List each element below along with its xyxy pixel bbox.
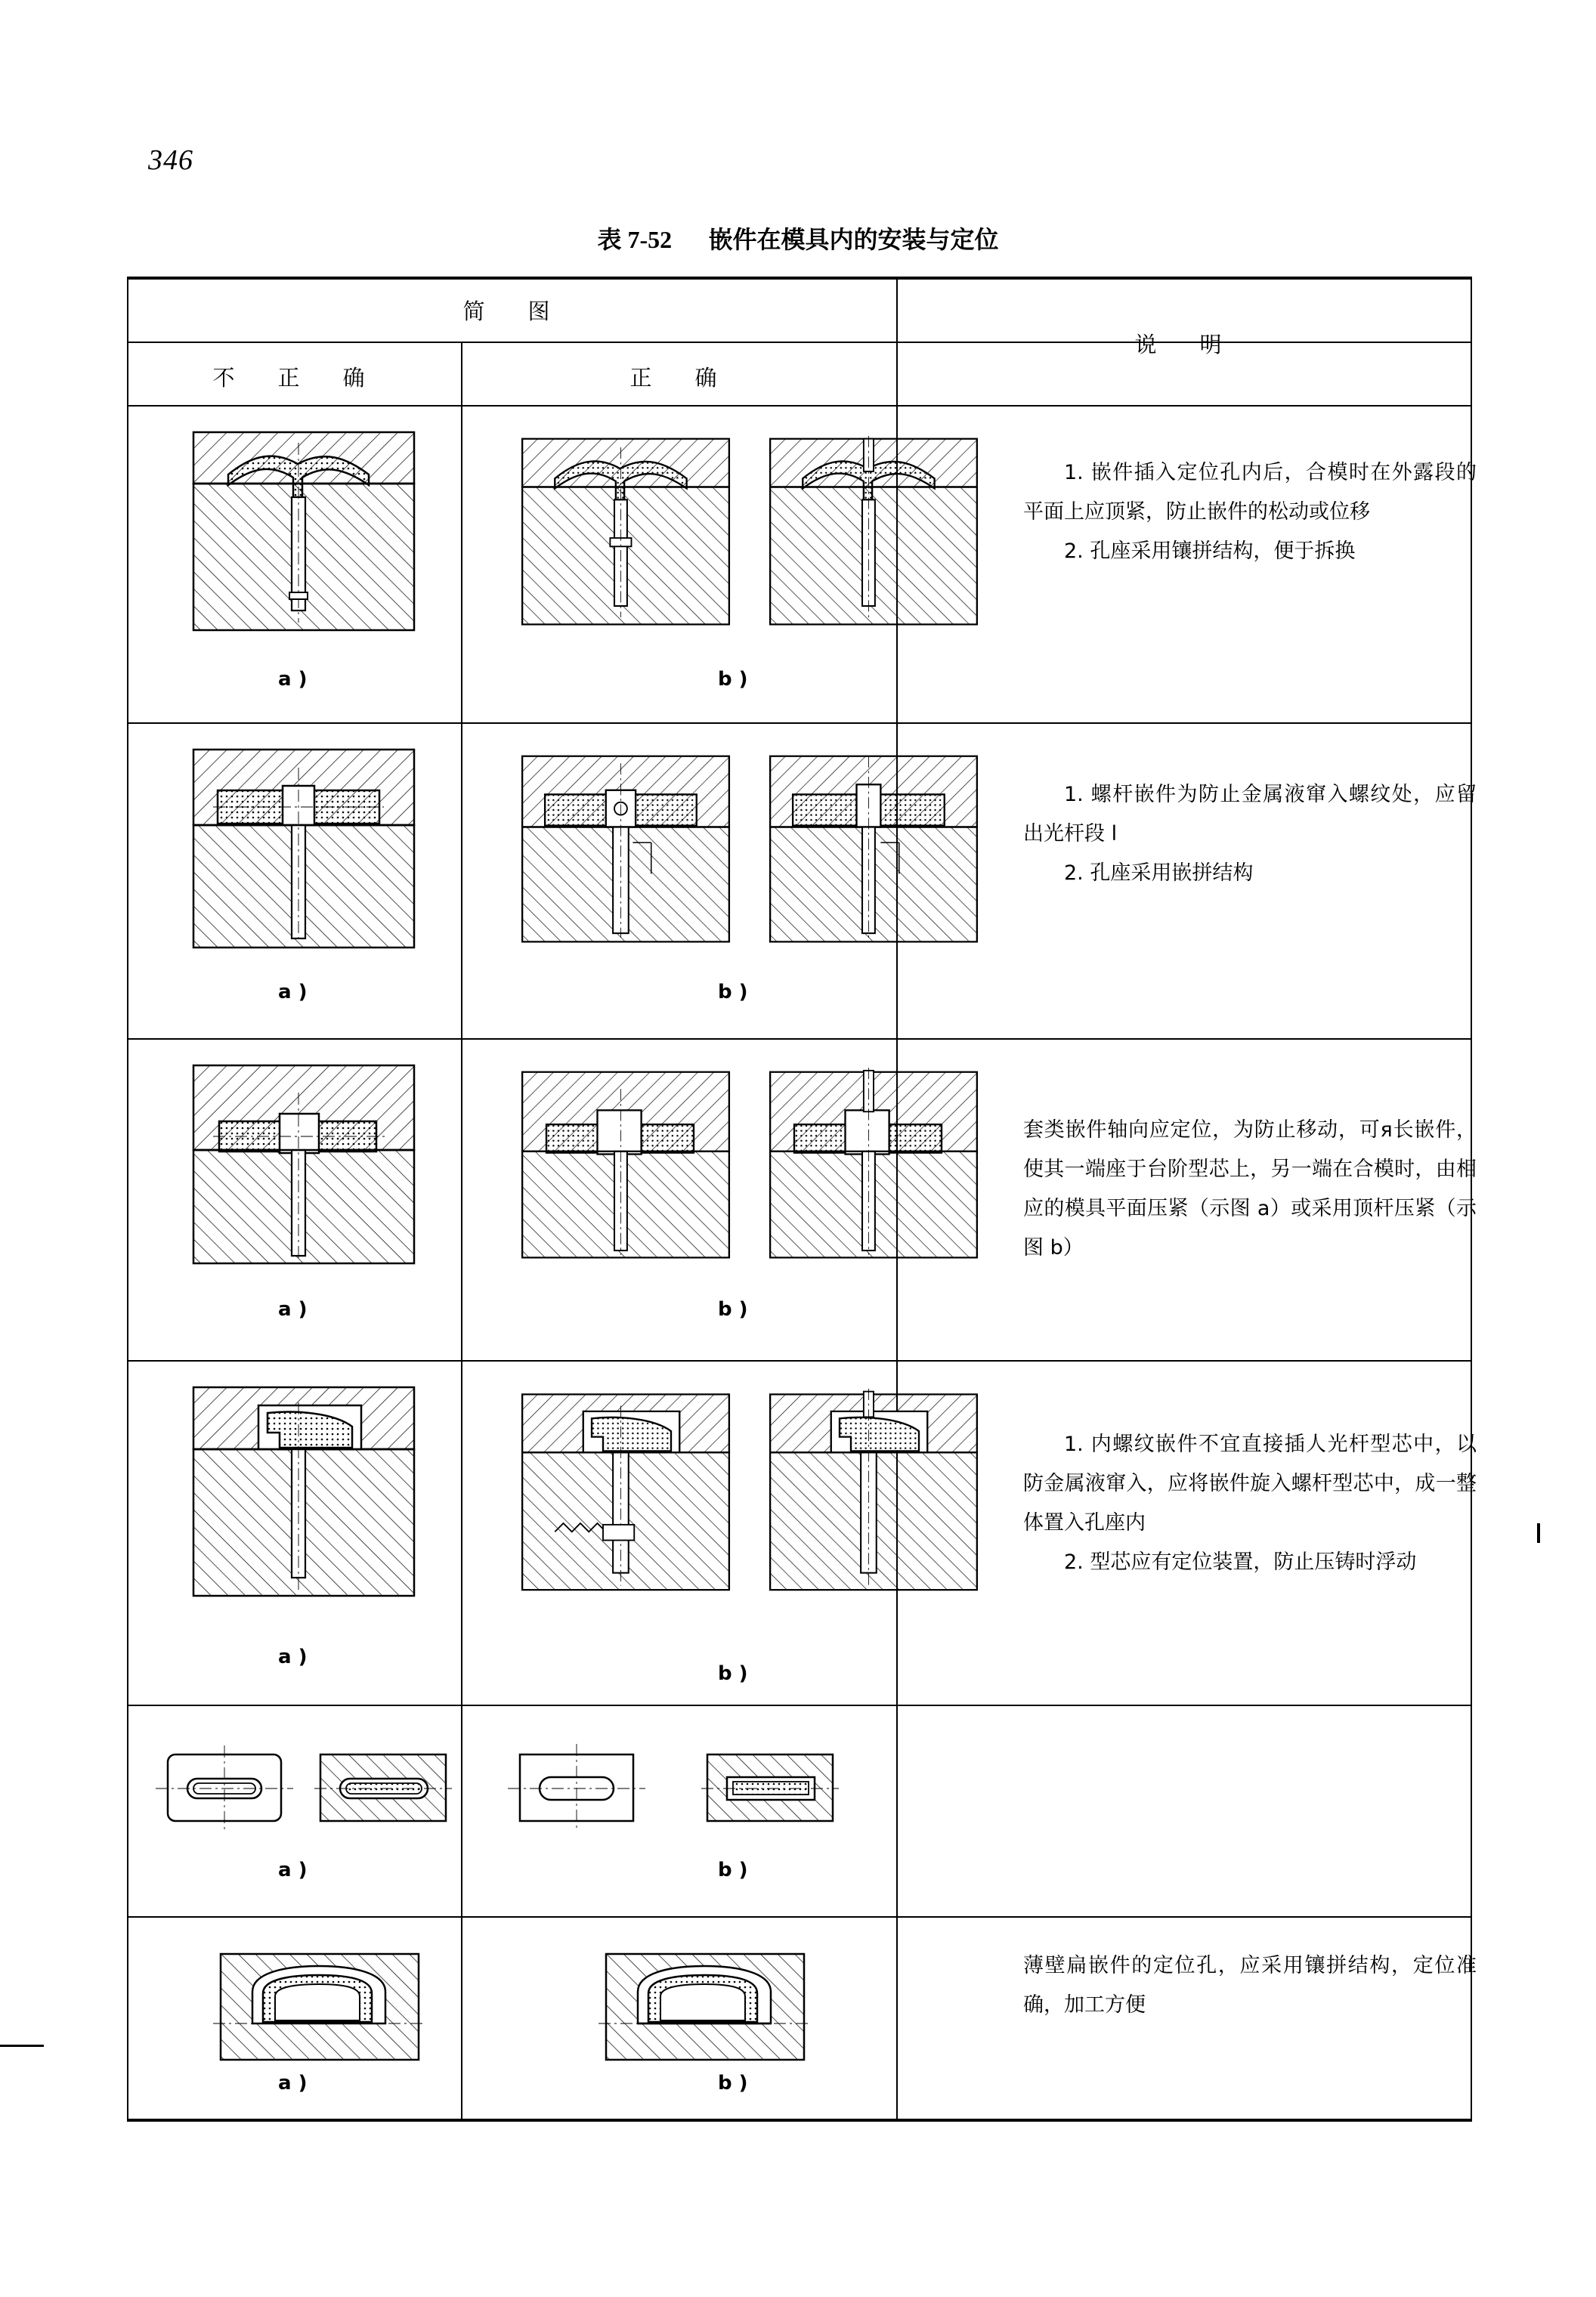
note-row4-line2: 2. 型芯应有定位装置，防止压铸时浮动: [1064, 1550, 1417, 1574]
figure-label-row6-b: b ): [718, 2072, 748, 2095]
figure-row4-correct-right: [760, 1380, 987, 1622]
figure-row5-correct-plan: [505, 1735, 648, 1841]
figure-row3-incorrect: [183, 1058, 425, 1285]
figure-label-row2-b: b ): [718, 981, 748, 1003]
figure-label-row3-a: a ): [278, 1298, 308, 1321]
note-row4: [1023, 1425, 1477, 1582]
figure-row4-incorrect: [183, 1380, 425, 1622]
note-row2: [1023, 775, 1477, 893]
figure-row3-correct-right: [760, 1058, 987, 1285]
figure-label-row3-b: b ): [718, 1298, 748, 1321]
figure-row2-correct-left: [512, 742, 739, 969]
figure-label-row5-a: a ): [278, 1859, 308, 1881]
figure-row5-incorrect-plan: [153, 1735, 296, 1841]
header-incorrect: 不 正 确: [212, 365, 376, 391]
table-left-border: [127, 277, 128, 2119]
figure-label-row5-b: b ): [718, 1859, 748, 1881]
figure-row1-correct-left: [512, 425, 739, 651]
figure-row5-incorrect-section: [311, 1735, 455, 1841]
page-number: 346: [148, 144, 193, 176]
note-row4-line1: 1. 内螺纹嵌件不宜直接插人光杆型芯中，以防金属液窜入，应将嵌件旋入螺杆型芯中，成一整体置入孔座内: [1023, 1433, 1477, 1535]
figure-label-row1-a: a ): [278, 668, 308, 691]
figure-row3-correct-left: [512, 1058, 739, 1285]
note-row1-line2: 2. 孔座采用镶拼结构，便于拆换: [1064, 539, 1356, 563]
header-correct: 正 确: [629, 365, 728, 391]
row-divider-1: [127, 722, 1472, 724]
note-row2-line1: 1. 螺杆嵌件为防止金属液窜入螺纹处，应留出光杆段 l: [1023, 783, 1477, 846]
figure-row5-correct-section: [698, 1735, 842, 1841]
figure-row6-correct: [595, 1943, 815, 2079]
figure-row2-incorrect: [183, 742, 425, 969]
figure-row6-incorrect: [210, 1943, 429, 2079]
figure-row2-correct-right: [760, 742, 987, 969]
figure-label-row2-a: a ): [278, 981, 308, 1003]
note-row3-line1: 套类嵌件轴向应定位，为防止移动，可я长嵌件，使其一端座于台阶型芯上，另一端在合模时，由相应的模具平面压紧（示图 a）或采用顶杆压紧（示图 b）: [1023, 1118, 1477, 1260]
figure-row1-incorrect: [183, 425, 425, 651]
figure-label-row1-b: b ): [718, 668, 748, 691]
figure-row1-correct-right: [760, 425, 987, 651]
header-diagram: 简 图: [462, 298, 561, 324]
row-divider-4: [127, 1705, 1472, 1706]
figure-row4-correct-left: [512, 1380, 739, 1622]
table-title-text: 嵌件在模具内的安装与定位: [708, 225, 999, 254]
figure-label-row4-b: b ): [718, 1662, 748, 1685]
note-row6-line1: 薄壁扁嵌件的定位孔，应采用镶拼结构，定位准确，加工方便: [1023, 1954, 1477, 2017]
main-table: [127, 277, 1477, 2120]
note-row3: [1023, 1111, 1477, 1268]
row-divider-2: [127, 1038, 1472, 1040]
table-title: [0, 221, 1596, 255]
note-row6: [1023, 1946, 1477, 2025]
note-row1: [1023, 453, 1477, 571]
figure-label-row6-a: a ): [278, 2072, 308, 2095]
table-bottom-border: [127, 2119, 1472, 2122]
edge-artifact-left: [0, 2045, 44, 2047]
table-label: 表 7-52: [597, 226, 673, 253]
col-divider-incorrect-correct: [461, 342, 462, 2119]
edge-artifact-right: [1537, 1523, 1540, 1543]
table-top-border: [127, 277, 1472, 280]
row-divider-0: [127, 405, 1472, 407]
note-row2-line2: 2. 孔座采用嵌拼结构: [1064, 861, 1254, 885]
figure-label-row4-a: a ): [278, 1646, 308, 1668]
note-row1-line1: 1. 嵌件插入定位孔内后，合模时在外露段的平面上应顶紧，防止嵌件的松动或位移: [1023, 461, 1477, 524]
row-divider-3: [127, 1360, 1472, 1362]
row-divider-5: [127, 1916, 1472, 1918]
header-description: 说 明: [1134, 332, 1233, 357]
